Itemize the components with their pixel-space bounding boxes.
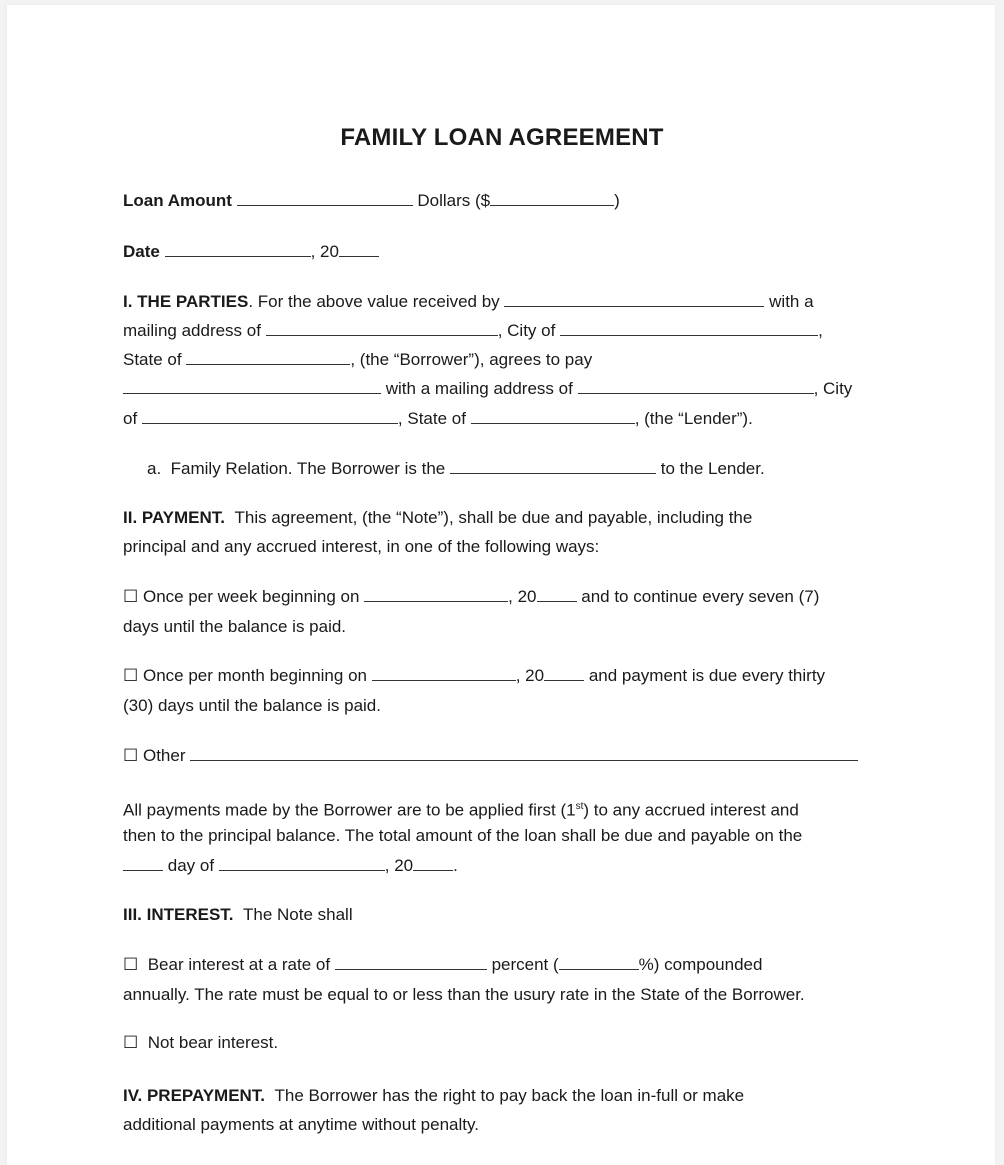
monthly-line-2: (30) days until the balance is paid. [123, 696, 381, 715]
prepayment-line-1 [123, 1086, 744, 1106]
list-marker: a. [147, 459, 162, 478]
payment-option-weekly [123, 586, 819, 607]
lender-address-field[interactable] [578, 378, 814, 394]
lender-state-field[interactable] [471, 408, 635, 424]
parties-text: State of [123, 350, 182, 369]
year-prefix: , 20 [508, 587, 537, 606]
loan-amount-words-field[interactable] [237, 190, 413, 206]
payment-line-2: principal and any accrued interest, in one of the following ways: [123, 537, 600, 556]
family-relation-field[interactable] [450, 458, 656, 474]
borrower-city-field[interactable] [560, 320, 818, 336]
ordinal-sup: st [575, 801, 584, 812]
parties-text: , [818, 321, 823, 340]
no-interest-text: Not bear interest. [147, 1033, 279, 1052]
weekly-line-2: days until the balance is paid. [123, 617, 347, 636]
weekly-text: and to continue every seven (7) [581, 587, 820, 606]
bear-text: %) compounded [638, 955, 763, 974]
parties-text: of [123, 409, 138, 428]
interest-rate-words-field[interactable] [335, 954, 487, 970]
relation-text: Family Relation. The Borrower is the [170, 459, 446, 478]
dollars-label: Dollars ($ [417, 191, 491, 210]
year-prefix: , 20 [310, 242, 339, 261]
interest-heading: III. INTEREST. [123, 905, 234, 924]
interest-line [123, 905, 353, 925]
applied-line-3 [123, 855, 458, 876]
period: . [453, 856, 458, 875]
date-year-field[interactable] [339, 241, 379, 257]
lender-city-field[interactable] [142, 408, 398, 424]
borrower-address-field[interactable] [266, 320, 498, 336]
bear-text: percent ( [491, 955, 559, 974]
applied-line-1 [123, 797, 799, 821]
payment-option-other [123, 745, 858, 766]
family-relation-line [147, 458, 765, 479]
date-field[interactable] [165, 241, 311, 257]
parties-line-1 [123, 291, 814, 312]
interest-rate-number-field[interactable] [559, 954, 639, 970]
year-prefix: , 20 [515, 666, 545, 685]
applied-text: All payments made by the Borrower are to be applied first (1 [123, 800, 576, 820]
paren-close: ) [614, 191, 620, 210]
parties-text: with a mailing address of [385, 379, 573, 398]
payment-option-monthly [123, 665, 825, 686]
payment-text: This agreement, (the “Note”), shall be due and payable, including the [234, 508, 753, 527]
borrower-state-field[interactable] [186, 349, 350, 365]
parties-line-5 [123, 408, 753, 429]
prepayment-heading: IV. PREPAYMENT. [123, 1086, 266, 1105]
bear-interest-checkbox[interactable]: ☐ [123, 955, 139, 974]
parties-text: mailing address of [123, 321, 261, 340]
date-label: Date [123, 242, 160, 261]
monthly-checkbox[interactable]: ☐ [123, 666, 139, 685]
parties-text: , (the “Borrower”), agrees to pay [350, 350, 593, 369]
interest-option-none [123, 1033, 278, 1053]
parties-text: , (the “Lender”). [634, 409, 753, 428]
parties-text: , State of [397, 409, 466, 428]
parties-text: , City of [497, 321, 556, 340]
parties-line-3 [123, 349, 592, 370]
monthly-year-field[interactable] [544, 665, 584, 681]
applied-text: ) to any accrued interest and [583, 800, 799, 820]
bear-text: Bear interest at a rate of [147, 955, 331, 974]
relation-text: to the Lender. [660, 459, 765, 478]
parties-text: , City [813, 379, 853, 398]
weekly-checkbox[interactable]: ☐ [123, 587, 139, 606]
other-payment-field[interactable] [190, 745, 858, 761]
due-year-field[interactable] [413, 855, 453, 871]
loan-amount-line [123, 190, 620, 211]
payment-line-1 [123, 508, 752, 528]
weekly-year-field[interactable] [537, 586, 577, 602]
monthly-text: and payment is due every thirty [588, 666, 826, 685]
applied-text: day of [167, 856, 215, 875]
lender-name-field[interactable] [123, 378, 381, 394]
parties-heading: I. THE PARTIES [123, 292, 249, 311]
parties-text: . For the above value received by [248, 292, 500, 311]
date-line [123, 241, 379, 262]
weekly-text: Once per week beginning on [142, 587, 360, 606]
prepayment-line-2: additional payments at anytime without penalty. [123, 1115, 479, 1134]
borrower-name-field[interactable] [504, 291, 764, 307]
loan-amount-number-field[interactable] [490, 190, 614, 206]
applied-line-2: then to the principal balance. The total amount of the loan shall be due and payable on the [123, 826, 803, 845]
monthly-start-date-field[interactable] [372, 665, 516, 681]
parties-line-2 [123, 320, 823, 341]
weekly-start-date-field[interactable] [364, 586, 508, 602]
payment-heading: II. PAYMENT. [123, 508, 226, 527]
parties-line-4 [123, 378, 852, 399]
other-text: Other [142, 746, 186, 765]
due-day-field[interactable] [123, 855, 163, 871]
parties-text: with a [769, 292, 814, 311]
no-interest-checkbox[interactable]: ☐ [123, 1033, 139, 1052]
interest-text: The Note shall [242, 905, 353, 924]
other-checkbox[interactable]: ☐ [123, 746, 139, 765]
interest-option-bear [123, 954, 762, 975]
document-title: FAMILY LOAN AGREEMENT [340, 124, 664, 151]
prepayment-text: The Borrower has the right to pay back the loan in-full or make [274, 1086, 745, 1105]
loan-amount-label: Loan Amount [123, 191, 232, 210]
year-prefix: , 20 [384, 856, 414, 875]
due-month-field[interactable] [219, 855, 385, 871]
bear-line-2: annually. The rate must be equal to or less than the usury rate in the State of the Borrower. [123, 985, 805, 1004]
monthly-text: Once per month beginning on [142, 666, 367, 685]
